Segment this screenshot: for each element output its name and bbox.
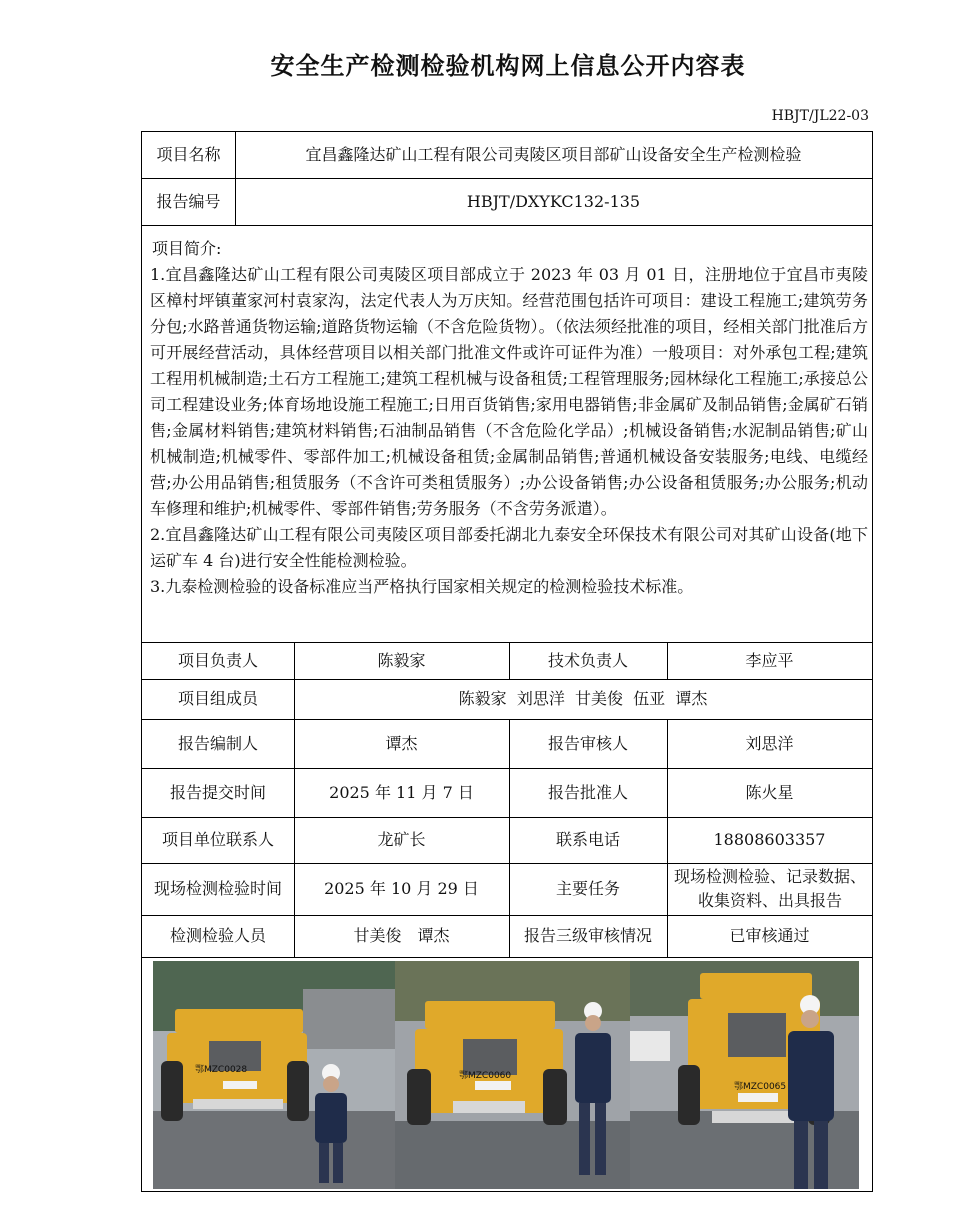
inspectors-value: 甘美俊 谭杰 <box>353 926 450 945</box>
onsite-date-label: 现场检测检验时间 <box>153 879 282 898</box>
photo-truck-inspector-3 <box>630 961 859 1189</box>
intro-paragraph-2: 2.宜昌鑫隆达矿山工程有限公司夷陵区项目部委托湖北九泰安全环保技术有限公司对其矿山设备(地下运矿车 4 台)进行安全性能检测检验。 <box>150 525 868 570</box>
intro-heading: 项目简介: <box>152 239 222 258</box>
form-code: HBJT/JL22-03 <box>771 108 869 124</box>
tech-lead-label: 技术负责人 <box>547 650 628 670</box>
report-no-label: 报告编号 <box>156 191 221 211</box>
phone-value: 18808603357 <box>713 830 826 849</box>
info-table <box>141 131 873 1192</box>
submit-date-value: 2025 年 11 月 7 日 <box>329 782 474 802</box>
inspectors-label: 检测检验人员 <box>169 926 266 945</box>
document-title: 安全生产检测检验机构网上信息公开内容表 <box>270 51 746 80</box>
submit-date-label: 报告提交时间 <box>169 782 266 802</box>
members-value: 陈毅家 刘思洋 甘美俊 伍亚 谭杰 <box>458 689 708 708</box>
site-photo-1 <box>153 961 395 1189</box>
project-name-value: 宜昌鑫隆达矿山工程有限公司夷陵区项目部矿山设备安全生产检测检验 <box>305 145 802 164</box>
approver-value: 陈火星 <box>745 782 794 802</box>
rule <box>142 225 872 226</box>
task-label: 主要任务 <box>555 879 620 898</box>
license-plate: 鄂MZC0065 <box>734 1082 787 1092</box>
task-value: 现场检测检验、记录数据、收集资料、出具报告 <box>673 867 866 910</box>
author-value: 谭杰 <box>385 733 418 753</box>
reviewer-value: 刘思洋 <box>745 733 794 753</box>
intro-paragraph-1: 1.宜昌鑫隆达矿山工程有限公司夷陵区项目部成立于 2023 年 03 月 01 日，注册地位于宜昌市夷陵区樟村坪镇董家河村袁家沟，法定代表人为万庆知。经营范围包括许可项目：建设工程施工;建筑劳务分包;水路普通货物运输;道路货物运输（不含危险货物）。（依法须经批准的项目，经相关部门批准后方可开展经营活动，具体经营项目以相关部门批准文件或许可证件为准）一般项目：对外承包工程;建筑工程用机械制造;土石方工程施工;建筑工程机械与设备租赁;工程管理服务;园林绿化工程施工;承接总公司工程建设业务;体育场地设施工程施工;日用百货销售;家用电器销售;非金属矿及制品销售;金属矿石销售;金属材料销售;建筑材料销售;石油制品销售（不含危险化学品）;机械设备销售;水泥制品销售;矿山机械制造;机械零件、零部件加工;机械设备租赁;金属制品销售;普通机械设备安装服务;电线、电缆经营;办公用品销售;租赁服务（不含许可类租赁服务）;办公设备销售;办公设备租赁服务;办公服务;机动车修理和维护;机械零件、零部件销售;劳务服务（不含劳务派遣）。 <box>150 265 868 518</box>
leader-value: 陈毅家 <box>377 650 426 670</box>
review-status-label: 报告三级审核情况 <box>523 926 652 945</box>
report-no-value: HBJT/DXYKC132-135 <box>466 191 641 211</box>
review-status-value: 已审核通过 <box>729 926 810 945</box>
tech-lead-value: 李应平 <box>745 650 794 670</box>
site-photo-2 <box>395 961 630 1189</box>
contact-label: 项目单位联系人 <box>161 830 274 849</box>
photo-truck-inspector-1 <box>153 961 395 1189</box>
photo-truck-inspector-2 <box>395 961 630 1189</box>
intro-paragraph-3: 3.九泰检测检验的设备标准应当严格执行国家相关规定的检测检验技术标准。 <box>150 577 694 596</box>
intro-text <box>150 262 868 600</box>
project-name-label: 项目名称 <box>156 145 221 164</box>
license-plate: 鄂MZC0028 <box>195 1065 248 1075</box>
approver-label: 报告批准人 <box>547 782 628 802</box>
reviewer-label: 报告审核人 <box>547 733 628 753</box>
phone-label: 联系电话 <box>555 830 620 849</box>
leader-label: 项目负责人 <box>177 650 258 670</box>
onsite-date-value: 2025 年 10 月 29 日 <box>324 879 479 898</box>
license-plate: 鄂MZC0060 <box>459 1071 512 1081</box>
members-label: 项目组成员 <box>177 689 258 708</box>
rule <box>142 957 872 958</box>
contact-value: 龙矿长 <box>377 830 426 849</box>
author-label: 报告编制人 <box>177 733 258 753</box>
site-photo-3 <box>630 961 859 1189</box>
truck-cab <box>175 1009 303 1033</box>
